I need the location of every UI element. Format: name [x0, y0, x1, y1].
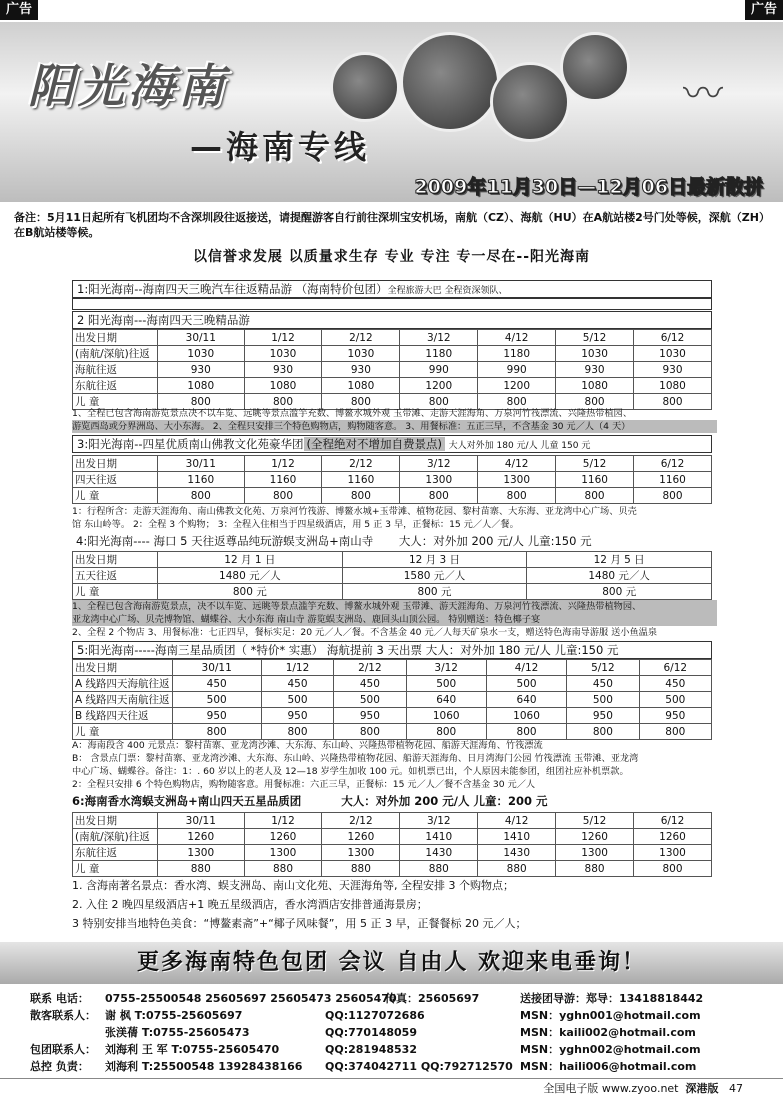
section-2-title: 2 阳光海南---海南四天三晚精品游	[72, 311, 712, 329]
section-4-table	[72, 551, 712, 600]
seagull-icon: 〰	[683, 71, 723, 117]
section-5-title: 5:阳光海南-----海南三星品质团（ *特价* 实惠） 海航提前 3 天出票 大人：对外加 180 元/人 儿童:150 元	[72, 641, 712, 659]
section-3-title: 3:阳光海南--四星优质南山佛教文化苑豪华团 (全程绝对不增加自费景点) 大人对外加 180 元/人 儿童 150 元	[72, 435, 712, 453]
table-row: (南航/深航)往返 1030 1030 1030 1180 1180 1030 1030	[73, 346, 712, 362]
footer-right: 全国电子版 www.zyoo.net 深港版 47	[543, 1082, 743, 1095]
table-header-row: 出发日期 30/11 1/12 2/12 3/12 4/12 5/12 6/12	[73, 330, 712, 346]
section-4-title: 4:阳光海南---- 海口 5 天往返尊品纯玩游蜈支洲岛+南山寺 大人：对外加 200 元/人 儿童:150 元	[72, 533, 712, 551]
contact-row: 张渼蒨 T:0755-25605473 QQ:770148059 MSN：kaili002@hotmail.com	[105, 1026, 696, 1039]
promo-banner: 更多海南特色包团 会议 自由人 欢迎来电垂询！	[0, 942, 783, 984]
contact-row: 总控 负责： 刘海利 T:25500548 13928438166 QQ:374042711 QQ:792712570 MSN：haili006@hotmail.com	[30, 1060, 697, 1073]
table-header-row: 出发日期 30/11 1/12 2/12 3/12 4/12 5/12 6/12	[73, 456, 712, 472]
table-header-row: 出发日期 30/11 1/12 2/12 3/12 4/12 5/12 6/12	[73, 813, 712, 829]
motto: 以信誉求发展 以质量求生存 专业 专注 专一尽在--阳光海南	[192, 249, 591, 265]
section-6-table	[72, 812, 712, 877]
table-row: A 线路四天海航往返 450 450 450 500 500 450 450	[73, 676, 712, 692]
table-row: 儿 童 880 880 880 880 880 880 800	[73, 861, 712, 877]
photo-circle	[330, 52, 400, 122]
table-row: (南航/深航)往返 1260 1260 1260 1410 1410 1260 1260	[73, 829, 712, 845]
table-row: B 线路四天往返 950 950 950 1060 1060 950 950	[73, 708, 712, 724]
note-line: 馆 东山岭等。 2：全程 3 个购物； 3：全程入住相当于四星级酒店，用 5 正 3 早，正餐标：15 元／人／餐。	[72, 519, 519, 530]
table-row: 五天往返 1480 元／人 1580 元／人 1480 元／人	[73, 568, 712, 584]
page-footer	[0, 1078, 783, 1100]
note-line: 1：行程所含：走游天涯海角、南山佛教文化苑、万泉河竹筏游、博鳌水城+玉带滩、植物花园、黎村苗寨、大东海、亚龙湾中心广场、贝壳	[72, 506, 637, 517]
table-header-row: 出发日期 30/11 1/12 2/12 3/12 4/12 5/12 6/12	[73, 660, 712, 676]
section-6-title: 6:海南香水湾蜈支洲岛+南山四天五星品质团 大人：对外加 200 元/人 儿童：200 元	[72, 794, 548, 808]
note-line: 游览西岛或分界洲岛、大小东海。 2、全程只安排三个特色购物店，购物随客意。 3、用餐标准：五正三早，不含基金 30 元／人（4 天）	[72, 420, 717, 433]
table-header-row: 出发日期 12 月 1 日 12 月 3 日 12 月 5 日	[73, 552, 712, 568]
table-row: A 线路四天南航往返 500 500 500 640 640 500 500	[73, 692, 712, 708]
contact-block	[30, 990, 770, 1075]
brand-logo: 阳光海南	[28, 59, 228, 113]
note-line: 1. 含海南著名景点：香水湾、蜈支洲岛、南山文化苑、天涯海角等, 全程安排 3 个购物点；	[72, 879, 514, 892]
section-5-table	[72, 659, 712, 740]
date-range: 2009年11月30日—12月06日最新散拼	[414, 176, 763, 198]
section-1-title: 1:阳光海南--海南四天三晚汽车往返精品游 （海南特价包团）全程旅游大巴 全程资深领队、	[72, 280, 712, 298]
note-line: A：海南段含 400 元景点：黎村苗寨、亚龙湾沙滩、大东海、东山岭、兴隆热带植物花园、船游天涯海角、竹筏漂流	[72, 740, 543, 751]
section-3-notes	[72, 505, 717, 531]
table-row: 海航往返 930 930 930 990 990 930 930	[73, 362, 712, 378]
note-line: 2：全程只安排 6 个特色购物店，购物随客意。用餐标准：六正三早，正餐标：15 元／人／餐不含基金 30 元／人	[72, 779, 536, 790]
section-5-notes	[72, 739, 717, 791]
table-row: 儿 童 800 800 800 800 800 800 800	[73, 394, 712, 410]
table-row: 儿 童 800 800 800 800 800 800 800	[73, 488, 712, 504]
section-6-notes	[72, 876, 712, 933]
note-line: 1、全程已包含海南游览景点，决不以车览、远眺等景点滥竽充数、博鳌水城外观 玉带滩、游天涯海角、万泉河竹筏漂流、兴隆热带植物园、	[72, 600, 717, 613]
table-row: 东航往返 1300 1300 1300 1430 1430 1300 1300	[73, 845, 712, 861]
photo-circle	[490, 62, 570, 142]
notice: 备注：5月11日起所有飞机团均不含深圳段往返接送，请提醒游客自行前往深圳宝安机场，南航（CZ）、海航（HU）在A航站楼2号门处等候，深航（ZH）在B航站楼等候。	[14, 211, 770, 239]
photo-circle	[560, 32, 630, 102]
contact-row: 联系 电话： 0755-25500548 25605697 25605473 25605470 传真：25605697 送接团导游：郑导：13418818442	[30, 992, 704, 1005]
ad-tag-left: 广告	[0, 0, 38, 20]
photo-circle	[400, 32, 500, 132]
note-line: B： 含景点门票：黎村苗寨、亚龙湾沙滩、大东海、东山岭、兴隆热带植物花园、船游天涯海角、日月湾海门公园 竹筏漂流 玉带滩、亚龙湾	[72, 753, 639, 764]
note-line: 3 特别安排当地特色美食：“博鳌素斋”+“椰子风味餐”，用 5 正 3 早，正餐餐标 20 元／人；	[72, 917, 527, 930]
table-row: 儿 童 800 元 800 元 800 元	[73, 584, 712, 600]
table-row: 四天往返 1160 1160 1160 1300 1300 1160 1160	[73, 472, 712, 488]
contact-row: 包团联系人： 刘海利 王 军 T:0755-25605470 QQ:281948532 MSN：yghn002@hotmail.com	[30, 1043, 701, 1056]
section-2-notes	[72, 407, 717, 433]
note-line: 2. 入住 2 晚四星级酒店+1 晚五星级酒店，香水湾酒店安排普通海景房；	[72, 898, 428, 911]
note-line: 1、全程已包含海南游览景点决不以车览、远眺等景点滥竽充数、博鳌水城外观 玉带滩、走游天涯海角、万泉河竹筏漂流、兴隆热带植园、	[72, 408, 633, 419]
banner-subtitle: —海南专线	[190, 128, 371, 166]
note-line: 中心广场、蝴蝶谷。备注：1：. 60 岁以上的老人及 12—18 岁学生加收 100 元。如机票已出，个人原因未能参团，组团社应补机票款。	[72, 766, 629, 777]
table-row: 儿 童 800 800 800 800 800 800 800	[73, 724, 712, 740]
table-row: 东航往返 1080 1080 1080 1200 1200 1080 1080	[73, 378, 712, 394]
section-2-table	[72, 329, 712, 410]
section-1-spacer	[72, 298, 712, 310]
header-banner	[0, 22, 783, 202]
section-4-notes	[72, 600, 717, 639]
note-line: 2、全程 2 个物店 3、用餐标准：七正四早，餐标实足：20 元／人／餐。不含基金 40 元／人每天矿泉水一支，赠送特色海南导游服 送小鱼温泉	[72, 627, 658, 638]
ad-tag-right: 广告	[745, 0, 783, 20]
contact-row: 散客联系人： 谢 枫 T:0755-25605697 QQ:1127072686 MSN：yghn001@hotmail.com	[30, 1009, 701, 1022]
section-3-table	[72, 455, 712, 504]
note-line: 亚龙湾中心广场、贝壳博物馆、蝴蝶谷、大小东海 南山寺 游览蜈支洲岛、鹿回头山顶公园。 特别赠送：特色椰子宴	[72, 613, 717, 626]
